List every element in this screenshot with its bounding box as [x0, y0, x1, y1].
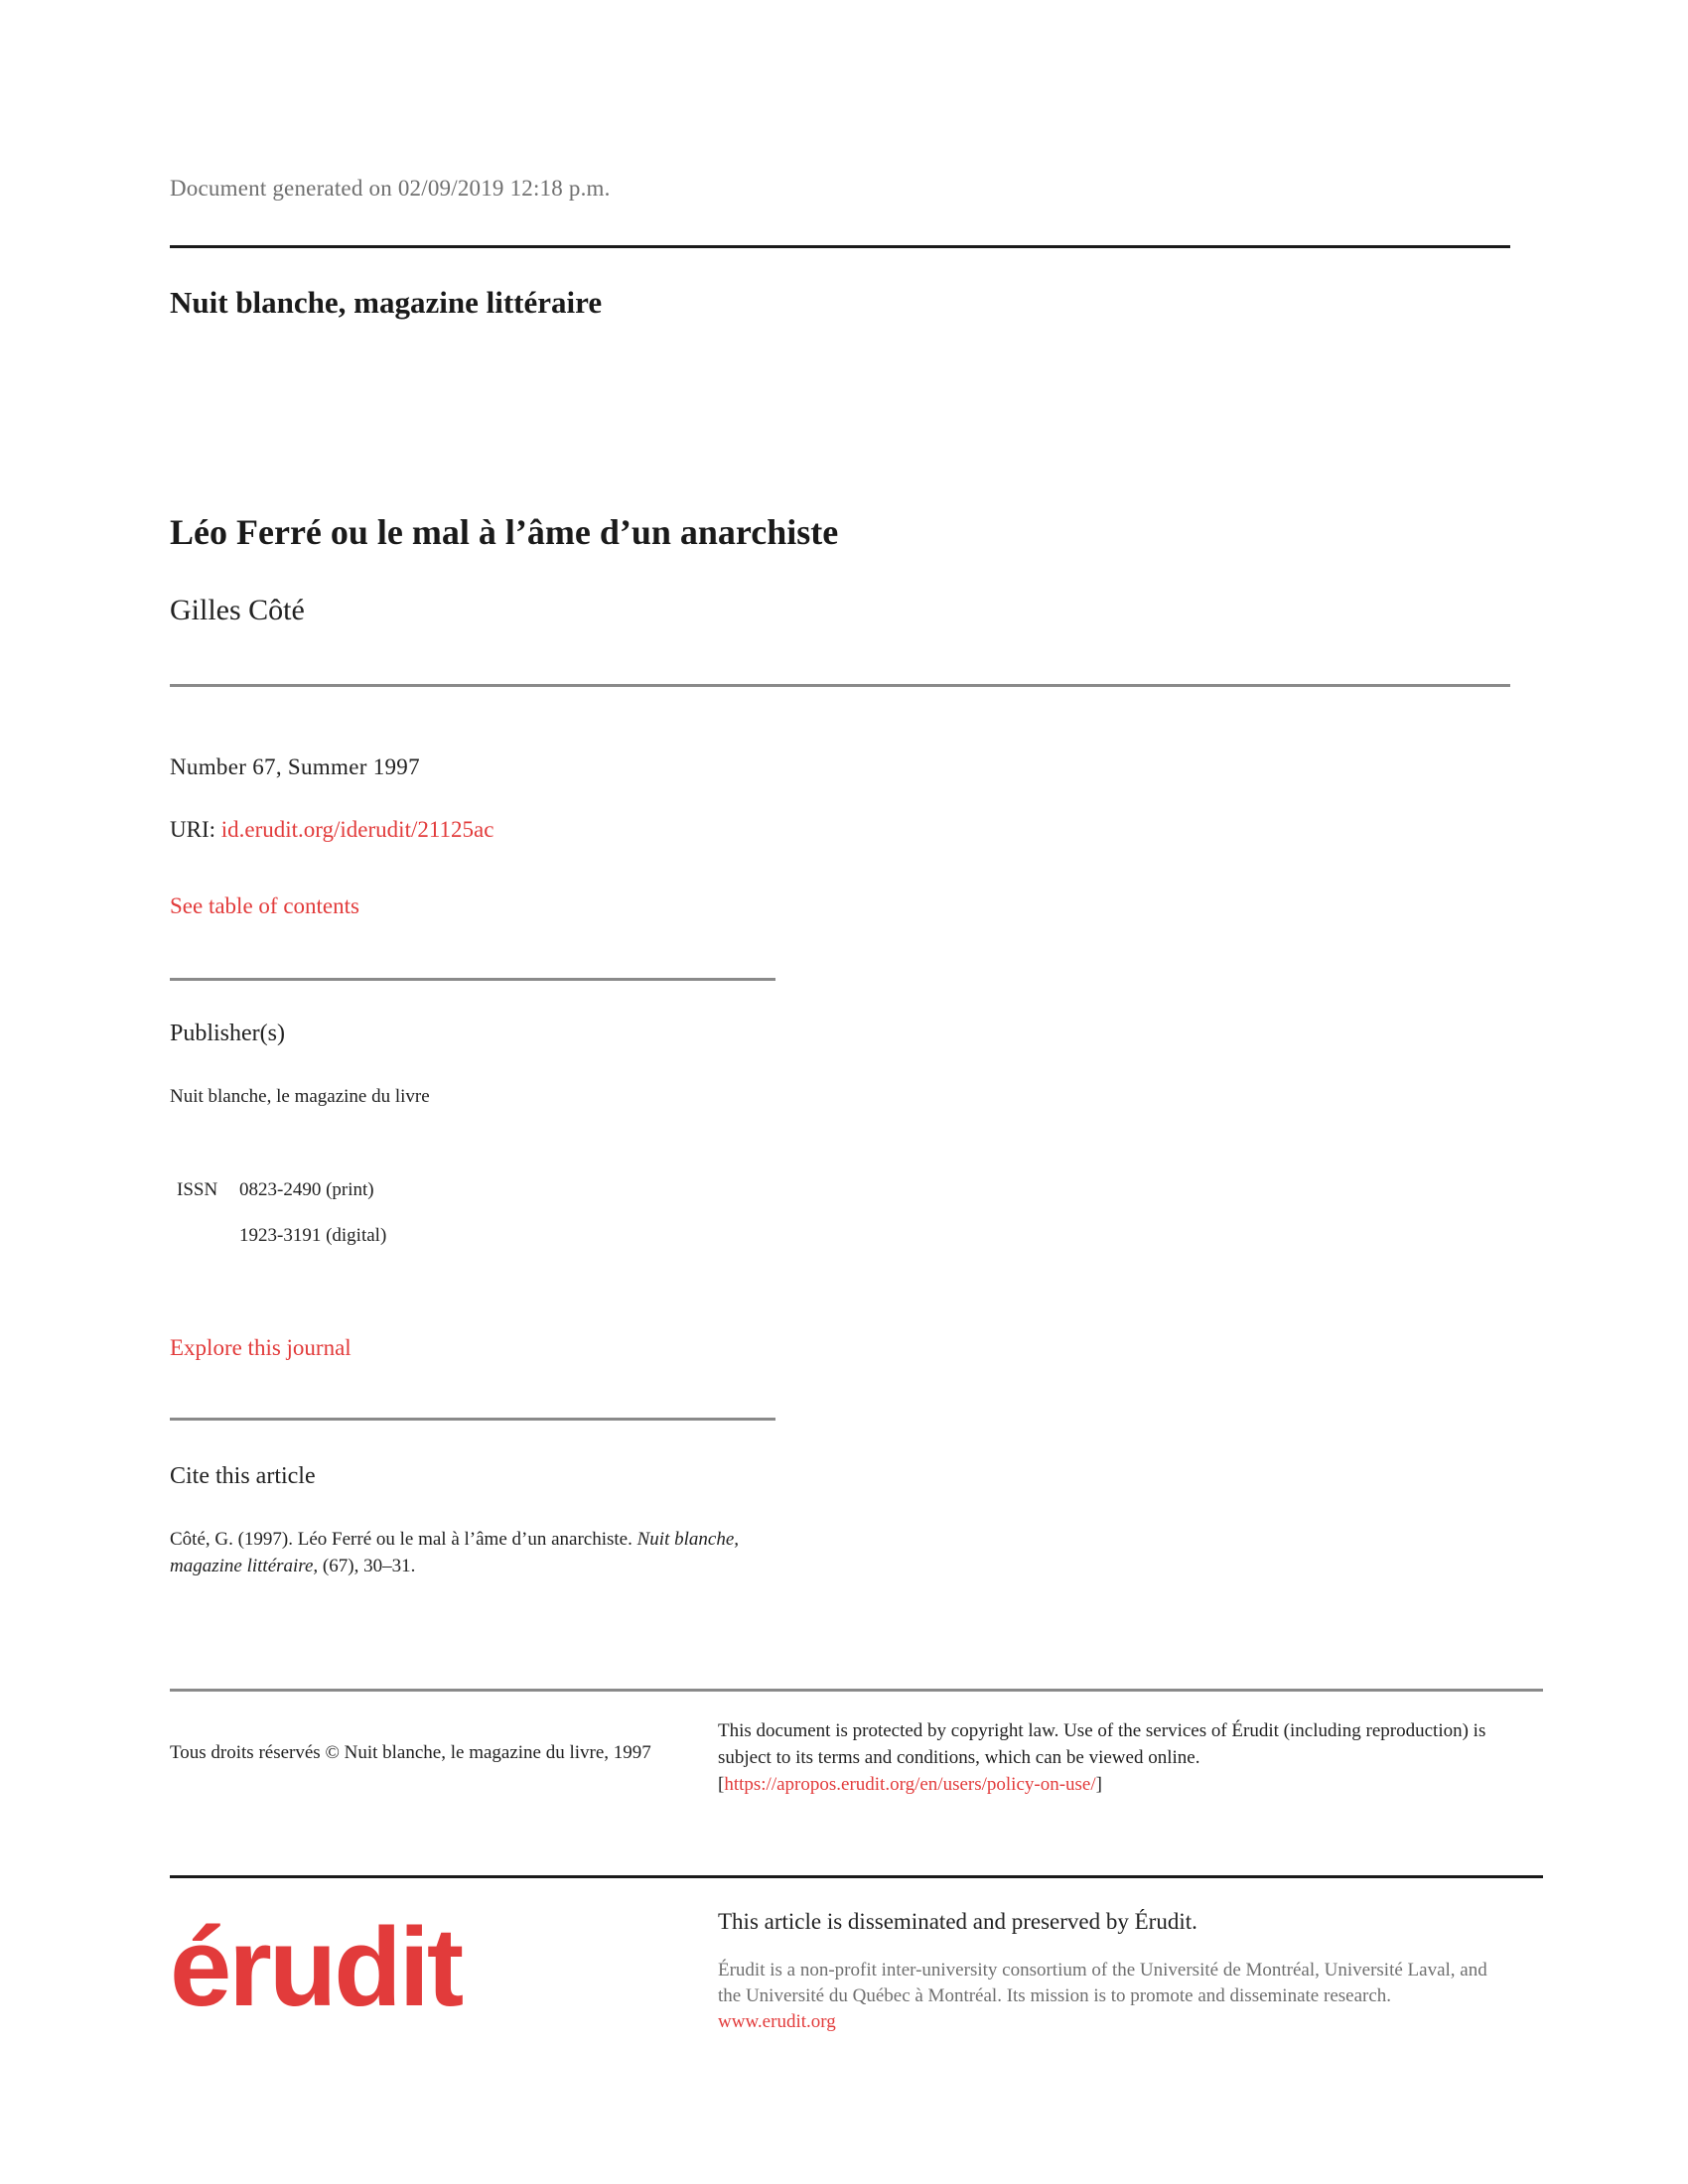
cite-heading: Cite this article [170, 1463, 316, 1489]
footer-divider [170, 1875, 1543, 1878]
citation-plain: Côté, G. (1997). Léo Ferré ou le mal à l’âme d’un anarchiste. [170, 1529, 637, 1550]
issue-number: Number 67, Summer 1997 [170, 754, 420, 779]
rights-divider [170, 1689, 1543, 1692]
issue-divider [170, 978, 775, 981]
copyright-notice [718, 1717, 1502, 1798]
citation-journal: Nuit blanche, magazine littéraire, [170, 1529, 740, 1576]
erudit-site-link[interactable]: www.erudit.org [718, 2011, 836, 2032]
erudit-description [718, 1958, 1512, 2035]
publisher-heading: Publisher(s) [170, 1021, 285, 1046]
uri-line [170, 817, 493, 843]
citation-pages: (67), 30–31. [318, 1556, 416, 1576]
generated-timestamp: Document generated on 02/09/2019 12:18 p.m. [170, 176, 611, 201]
bracket-open: [ [718, 1774, 725, 1795]
article-author: Gilles Côté [170, 594, 305, 626]
uri-link[interactable]: id.erudit.org/iderudit/21125ac [220, 817, 494, 842]
issn-label: ISSN [177, 1179, 218, 1200]
disseminated-statement: This article is disseminated and preserved by Érudit. [718, 1909, 1197, 1934]
about-text: Érudit is a non-profit inter-university consortium of the Université de Montréal, Université Laval, and the Université du Québec à Montréal. Its mission is to promote and disseminate research. [718, 1960, 1487, 2006]
publisher-name: Nuit blanche, le magazine du livre [170, 1086, 430, 1107]
uri-label: URI: [170, 817, 221, 842]
publisher-divider [170, 1418, 775, 1421]
policy-link[interactable]: https://apropos.erudit.org/en/users/policy-on-use/ [724, 1774, 1096, 1795]
table-of-contents-link[interactable]: See table of contents [170, 893, 359, 918]
article-title: Léo Ferré ou le mal à l’âme d’un anarchiste [170, 512, 839, 552]
erudit-logo[interactable] [170, 1904, 488, 2023]
citation-text [170, 1526, 766, 1579]
explore-journal-link[interactable]: Explore this journal [170, 1335, 352, 1360]
issn-print: 0823-2490 (print) [239, 1179, 374, 1200]
rights-reserved: Tous droits réservés © Nuit blanche, le magazine du livre, 1997 [170, 1742, 651, 1763]
title-divider [170, 684, 1510, 687]
top-divider [170, 245, 1510, 248]
bracket-close: ] [1095, 1774, 1102, 1795]
issn-digital: 1923-3191 (digital) [239, 1225, 387, 1246]
journal-name: Nuit blanche, magazine littéraire [170, 285, 603, 320]
erudit-logo-text: érudit [170, 1905, 462, 2023]
copyright-text: This document is protected by copyright law. Use of the services of Érudit (including reproduction) is subject to its terms and conditions, which can be viewed online. [718, 1720, 1486, 1768]
